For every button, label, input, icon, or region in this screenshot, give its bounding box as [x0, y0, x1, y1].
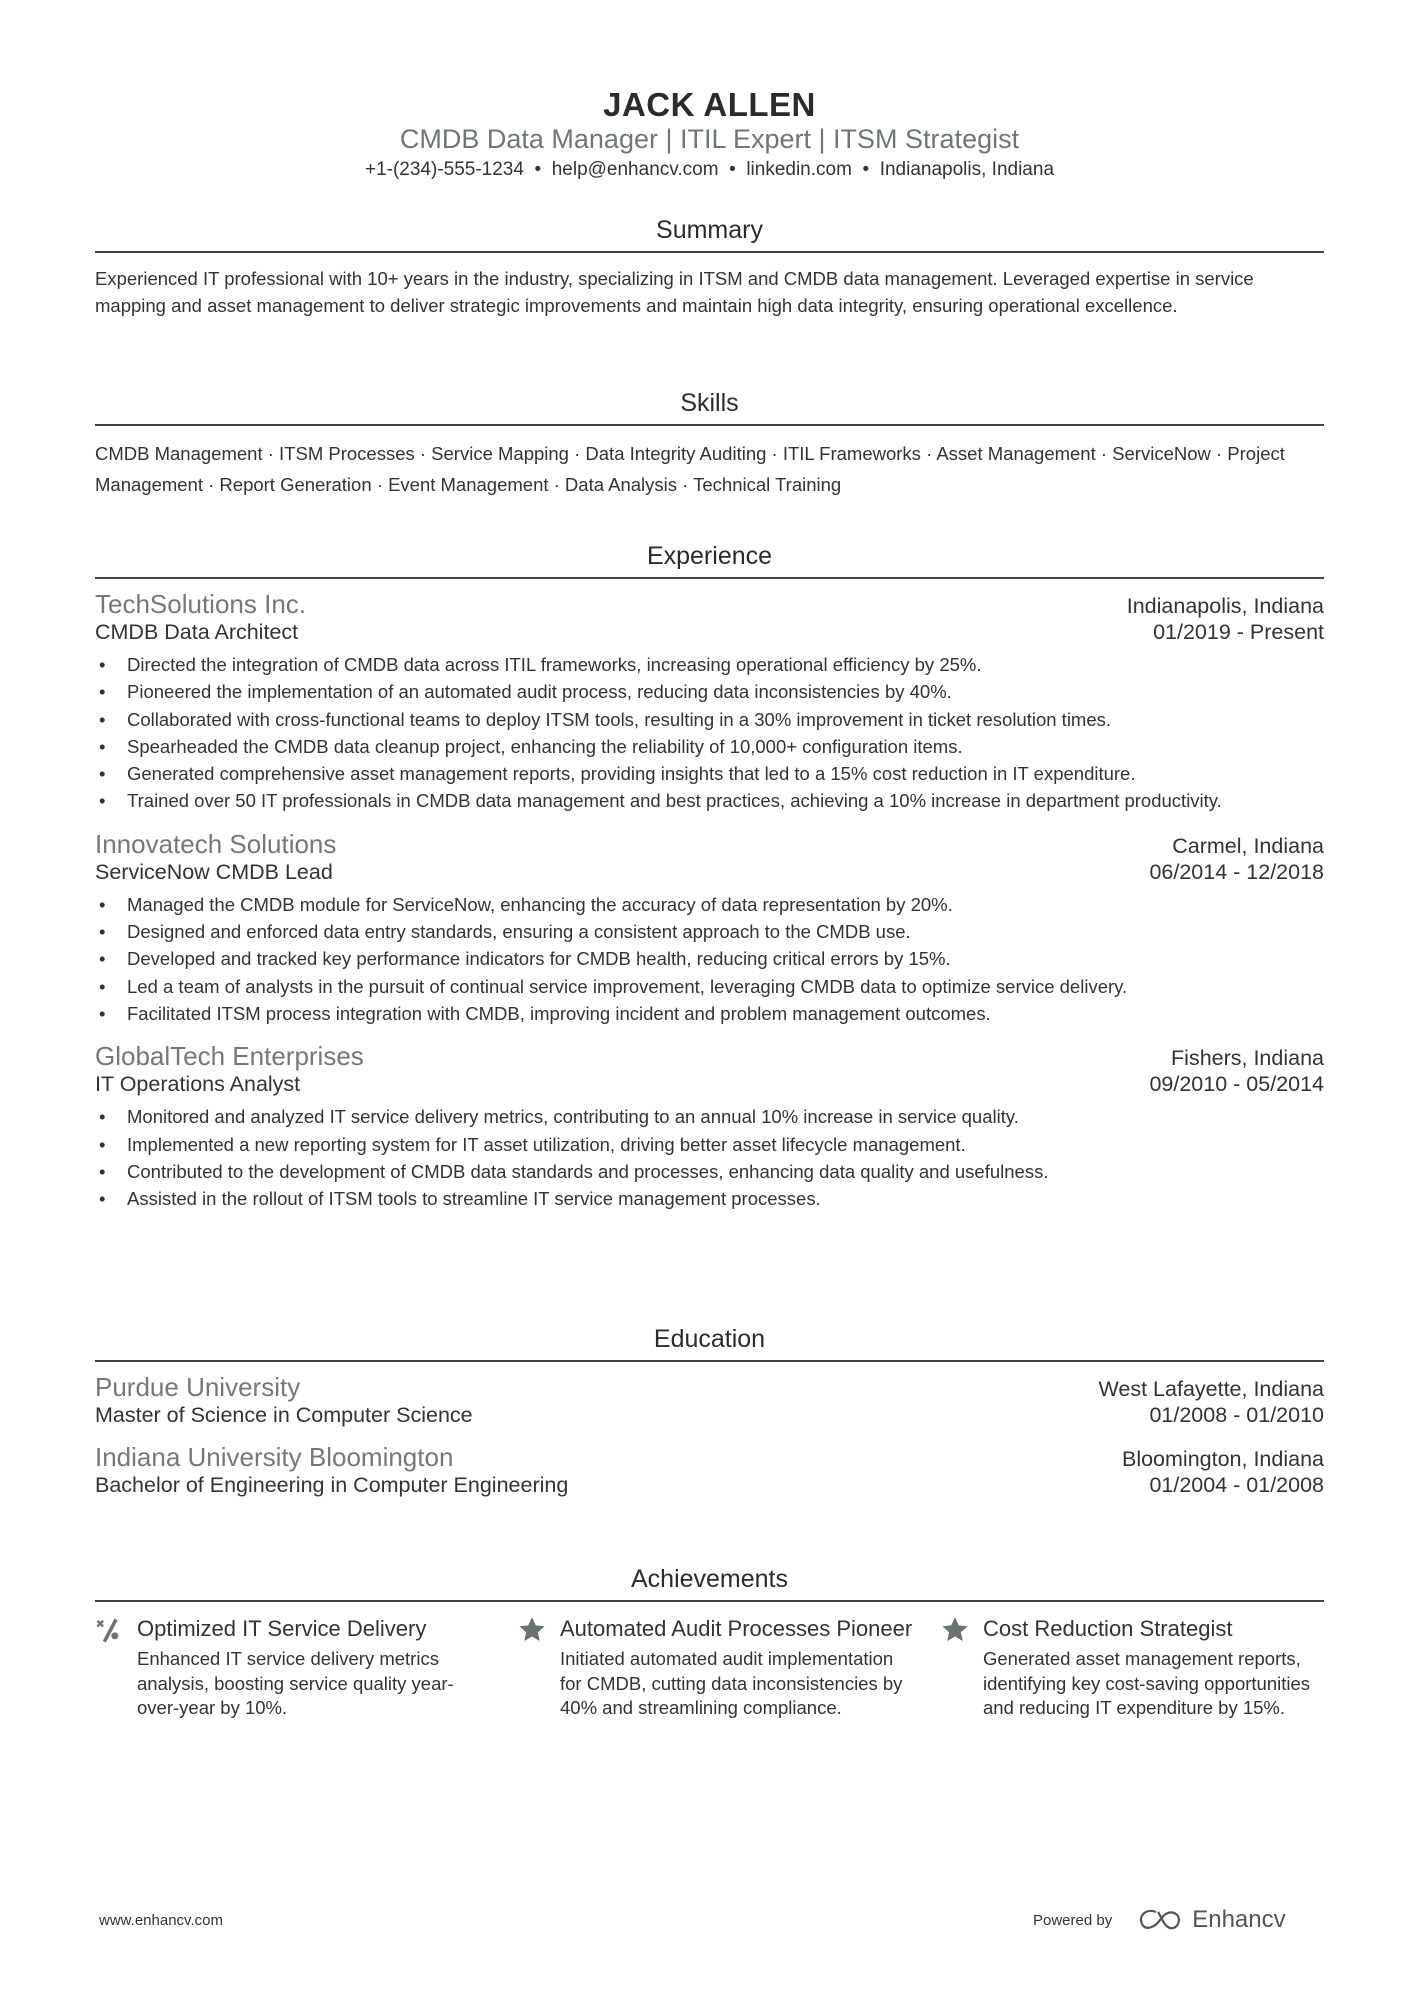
achievement-title: Automated Audit Processes Pioneer	[560, 1616, 913, 1641]
achievement-item	[941, 1615, 1341, 1721]
experience-entry	[95, 1041, 1324, 1212]
bullet-item: • Spearheaded the CMDB data cleanup project, enhancing the reliability of 10,000+ configuration items.	[95, 733, 1324, 760]
bullet-item: • Assisted in the rollout of ITSM tools to streamline IT service management processes.	[95, 1185, 1324, 1212]
achievement-title: Optimized IT Service Delivery	[137, 1616, 427, 1641]
bullet-item: • Designed and enforced data entry standards, ensuring a consistent approach to the CMDB use.	[95, 918, 1324, 945]
powered-by	[1033, 1906, 1286, 1934]
school-location: Bloomington, Indiana	[1121, 1447, 1324, 1471]
job-location: Indianapolis, Indiana	[1126, 594, 1324, 618]
summary-section	[95, 216, 1324, 320]
school-name: Indiana University Bloomington	[95, 1442, 454, 1472]
company-name: Innovatech Solutions	[95, 828, 337, 859]
email[interactable]: help@enhancv.com	[551, 159, 719, 180]
company-name: GlobalTech Enterprises	[95, 1041, 364, 1072]
bullet-item: • Generated comprehensive asset management reports, providing insights that led to a 15% cost reduction in IT expenditure.	[95, 760, 1324, 787]
bullet-item: • Implemented a new reporting system for IT asset utilization, driving better asset lifecycle management.	[95, 1131, 1324, 1158]
degree: Bachelor of Engineering in Computer Engineering	[95, 1473, 569, 1497]
education-dates: 01/2008 - 01/2010	[1149, 1403, 1324, 1427]
achievement-text: Generated asset management reports, identifying key cost-saving opportunities and reducing IT expenditure by 15%.	[983, 1648, 1311, 1718]
section-heading: Education	[95, 1325, 1324, 1362]
education-entry	[95, 1372, 1324, 1428]
contact-line: +1-(234)-555-1234 • help@enhancv.com • linkedin.com • Indianapolis, Indiana	[364, 159, 1055, 180]
candidate-name: JACK ALLEN	[603, 86, 816, 123]
experience-section	[95, 542, 1324, 1226]
achievement-item	[95, 1615, 495, 1721]
bullet-item: • Trained over 50 IT professionals in CMDB data management and best practices, achieving a 10% increase in department productivity.	[95, 787, 1324, 814]
job-role: CMDB Data Architect	[95, 620, 299, 644]
powered-by-label: Powered by	[1033, 1911, 1113, 1929]
bullet-item: • Collaborated with cross-functional teams to deploy ITSM tools, resulting in a 30% improvement in ticket resolution times.	[95, 706, 1324, 733]
education-dates: 01/2004 - 01/2008	[1149, 1473, 1324, 1497]
bullet-item: • Pioneered the implementation of an automated audit process, reducing data inconsistencies by 40%.	[95, 678, 1324, 705]
school-location: West Lafayette, Indiana	[1098, 1377, 1324, 1401]
footer-website[interactable]: www.enhancv.com	[99, 1912, 223, 1929]
achievement-text: Enhanced IT service delivery metrics analysis, boosting service quality year-over-year by 10%.	[137, 1648, 454, 1718]
degree: Master of Science in Computer Science	[95, 1403, 473, 1427]
education-section	[95, 1325, 1324, 1512]
enhancv-logo-icon	[1138, 1908, 1184, 1932]
experience-entry	[95, 589, 1324, 815]
bullet-item: • Directed the integration of CMDB data across ITIL frameworks, increasing operational efficiency by 25%.	[95, 651, 1324, 678]
enhancv-logo	[1138, 1906, 1285, 1934]
job-role: ServiceNow CMDB Lead	[95, 859, 333, 884]
skills-section	[95, 389, 1324, 500]
candidate-title: CMDB Data Manager | ITIL Expert | ITSM Strategist	[399, 124, 1020, 154]
section-heading: Summary	[95, 216, 1324, 253]
enhancv-brand: Enhancv	[1192, 1906, 1286, 1933]
achievement-item	[518, 1615, 918, 1721]
school-name: Purdue University	[95, 1372, 301, 1402]
linkedin[interactable]: linkedin.com	[746, 159, 852, 180]
skills-text: CMDB Management · ITSM Processes · Service Mapping · Data Integrity Auditing · ITIL Frameworks · Asset Management · ServiceNow · Project Management · Report Generation · Event Management · Data Analysis · Technical Training	[95, 443, 1285, 495]
section-heading: Experience	[95, 542, 1324, 579]
education-entry	[95, 1442, 1324, 1498]
bullet-item: • Monitored and analyzed IT service delivery metrics, contributing to an annual 10% increase in service quality.	[95, 1103, 1324, 1130]
summary-text: Experienced IT professional with 10+ years in the industry, specializing in ITSM and CMDB data management. Leveraged expertise in service mapping and asset management to deliver strategic improvements and maintain high data integrity, ensuring operational excellence.	[95, 268, 1254, 317]
achievement-title: Cost Reduction Strategist	[983, 1616, 1233, 1641]
section-heading: Achievements	[95, 1565, 1324, 1602]
bullet-item: • Developed and tracked key performance indicators for CMDB health, reducing critical errors by 15%.	[95, 945, 1324, 972]
location: Indianapolis, Indiana	[879, 159, 1055, 180]
job-role: IT Operations Analyst	[95, 1072, 301, 1097]
experience-entry	[95, 829, 1324, 1027]
job-dates: 01/2019 - Present	[1153, 620, 1324, 644]
section-heading: Skills	[95, 389, 1324, 426]
bullet-item: • Managed the CMDB module for ServiceNow, enhancing the accuracy of data representation by 20%.	[95, 891, 1324, 918]
achievements-section	[95, 1565, 1324, 1602]
bullet-item: • Facilitated ITSM process integration with CMDB, improving incident and problem management outcomes.	[95, 1000, 1324, 1027]
job-location: Fishers, Indiana	[1171, 1046, 1324, 1071]
bullet-item: • Led a team of analysts in the pursuit of continual service improvement, leveraging CMDB data to optimize service delivery.	[95, 973, 1324, 1000]
company-name: TechSolutions Inc.	[95, 589, 307, 619]
job-dates: 06/2014 - 12/2018	[1149, 859, 1324, 884]
job-location: Carmel, Indiana	[1172, 833, 1324, 858]
job-dates: 09/2010 - 05/2014	[1149, 1072, 1324, 1097]
achievement-text: Initiated automated audit implementation for CMDB, cutting data inconsistencies by 40% and streamlining compliance.	[560, 1648, 903, 1718]
bullet-item: • Contributed to the development of CMDB data standards and processes, enhancing data quality and usefulness.	[95, 1158, 1324, 1185]
phone: +1-(234)-555-1234	[364, 159, 524, 180]
